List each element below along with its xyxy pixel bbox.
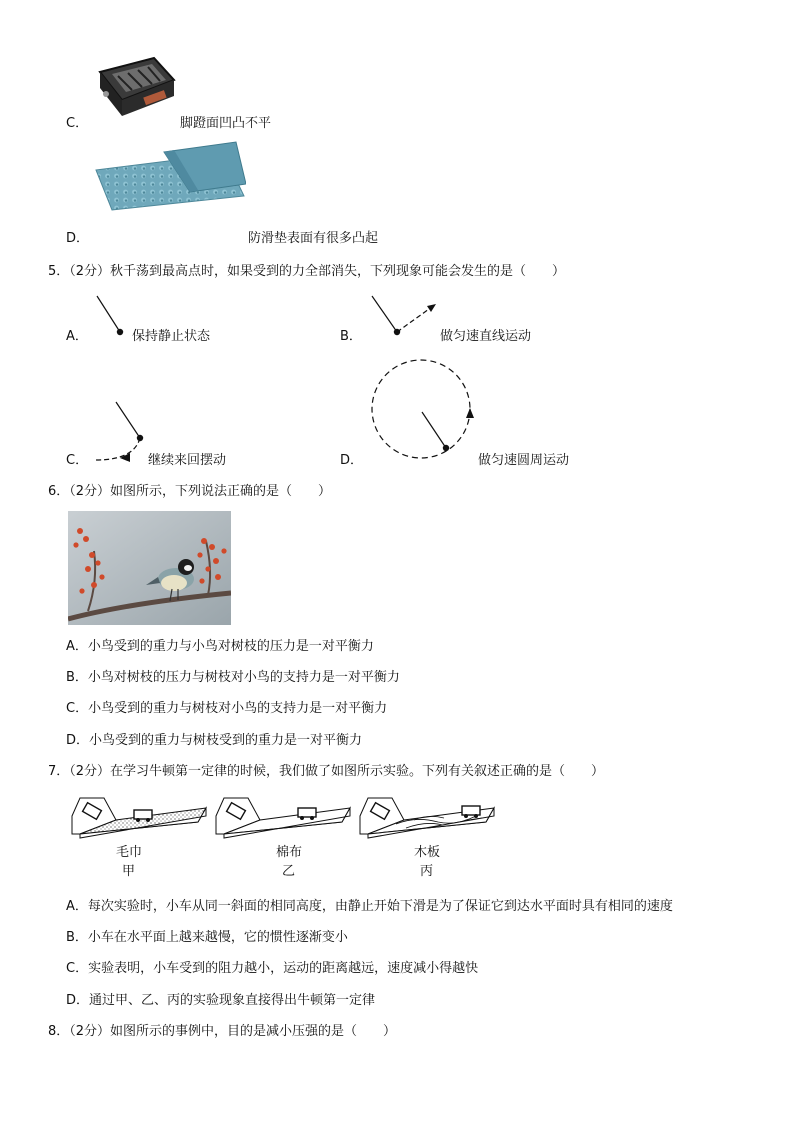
surface-cotton-name: 乙 (282, 864, 296, 879)
surface-towel-label: 毛巾 (116, 845, 143, 860)
q5-option-a-text: 保持静止状态 (132, 329, 211, 344)
slope-wood (360, 798, 494, 838)
q6-option-c: C．小鸟受到的重力与树枝对小鸟的支持力是一对平衡力 (66, 701, 388, 716)
surface-wood-label: 木板 (414, 845, 441, 860)
q6-stem: 6．（2分）如图所示，下列说法正确的是（ ） (48, 484, 332, 499)
q5-option-c-label: C． (66, 453, 89, 468)
q7-option-a: A．每次实验时，小车从同一斜面的相同高度，由静止开始下滑是为了保证它到达水平面时具有相同的速度 (66, 899, 673, 914)
q8-stem: 8．（2分）如图所示的事例中，目的是减小压强的是（ ） (48, 1024, 397, 1039)
q4-option-d-text: 防滑垫表面有很多凸起 (248, 231, 379, 246)
surface-wood-name: 丙 (420, 864, 434, 879)
q7-option-d: D．通过甲、乙、丙的实验现象直接得出牛顿第一定律 (66, 993, 376, 1008)
q5-stem: 5．（2分）秋千荡到最高点时，如果受到的力全部消失，下列现象可能会发生的是（ ） (48, 264, 566, 279)
q5-option-d-diagram (368, 356, 478, 466)
bird-on-branch-photo (68, 511, 231, 625)
q5-option-c-text: 继续来回摆动 (148, 453, 227, 468)
q7-option-b: B．小车在水平面上越来越慢，它的惯性逐渐变小 (66, 930, 348, 945)
q5-option-d-text: 做匀速圆周运动 (478, 453, 570, 468)
newton-experiment-diagram (66, 794, 498, 842)
anti-slip-mat-image (94, 140, 246, 212)
q5-option-d-label: D． (340, 453, 364, 468)
q6-option-b: B．小鸟对树枝的压力与树枝对小鸟的支持力是一对平衡力 (66, 670, 400, 685)
surface-cotton-label: 棉布 (276, 845, 303, 860)
q4-option-c-text: 脚蹬面凹凸不平 (180, 116, 272, 131)
q5-option-b-text: 做匀速直线运动 (440, 329, 532, 344)
q7-option-c: C．实验表明，小车受到的阻力越小，运动的距离越远，速度减小得越快 (66, 961, 479, 976)
q4-option-d-label: D． (66, 231, 90, 246)
q6-option-a: A．小鸟受到的重力与小鸟对树枝的压力是一对平衡力 (66, 639, 374, 654)
q7-stem: 7．（2分）在学习牛顿第一定律的时候，我们做了如图所示实验。下列有关叙述正确的是（ ） (48, 764, 605, 779)
slope-cotton (216, 798, 350, 838)
surface-towel-name: 甲 (122, 864, 136, 879)
slope-towel (72, 798, 206, 838)
q5-option-a-label: A． (66, 329, 88, 344)
q6-option-d: D．小鸟受到的重力与树枝受到的重力是一对平衡力 (66, 733, 363, 748)
pedal-image (94, 50, 180, 122)
q5-option-c-diagram (90, 398, 150, 466)
q5-option-b-diagram (368, 294, 440, 342)
q5-option-b-label: B． (340, 329, 362, 344)
q4-option-c-label: C． (66, 116, 89, 131)
q5-option-a-diagram (90, 294, 130, 342)
